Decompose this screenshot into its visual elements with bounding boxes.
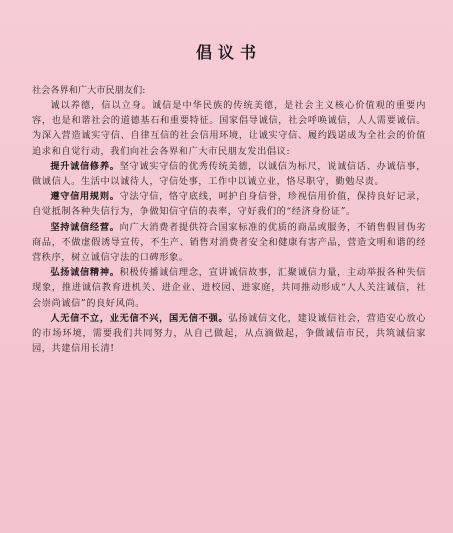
paragraph-lead: 弘扬诚信精神。	[50, 267, 120, 279]
paragraph-integrity-spirit	[32, 265, 426, 311]
proposal-document	[32, 40, 426, 356]
paragraph-lead: 人无信不立，业无信不兴，国无信不强。	[50, 312, 229, 324]
paragraph-lead: 坚持诚信经营。	[50, 221, 120, 233]
greeting-line: 社会各界和广大市民朋友们:	[32, 85, 146, 96]
paragraph-text: 弘扬诚信文化，建设诚信社会，营造安心放心的市场环境，需要我们共同努力，从自己做起，从点滴做起，争做诚信市民，共筑诚信家园，共建信用长清!	[32, 312, 426, 355]
paragraph-closing	[32, 311, 426, 357]
paragraph-honest-business	[32, 220, 426, 266]
paragraph-text: 向广大消费者提供符合国家标准的优质的商品或服务，不销售假冒伪劣商品，不做虚假诱导宣传，不生产、销售对消费者安全和健康有害产品，营造文明和谐的经营秩序，树立诚信守法的口碑形象。	[32, 221, 426, 264]
paragraph-integrity-cultivation	[32, 159, 426, 189]
paragraph-lead: 提升诚信修养。	[50, 160, 120, 172]
paragraph-text: 守法守信，恪守底线，呵护自身信誉，珍视信用价值，保持良好记录，自觉抵制各种失信行为，争做知信守信的表率，守好我们的“经济身份证”。	[32, 191, 426, 218]
paragraph-lead: 遵守信用规则。	[50, 191, 120, 203]
paragraph-text: 积极传播诚信理念，宣讲诚信故事，汇聚诚信力量，主动举报各种失信现象，推进诚信教育进机关、进企业、进校园、进家庭，共同推动形成“人人关注诚信，社会崇尚诚信”的良好风尚。	[32, 267, 426, 309]
document-title: 倡议书	[195, 43, 262, 62]
paragraph-text: 坚守诚实守信的优秀传统美德，以诚信为标尺，说诚信话、办诚信事，做诚信人。生活中以诚待人，守信处事，工作中以诚立业，恪尽职守，勤勉尽责。	[32, 160, 426, 188]
paragraph-intro	[32, 98, 426, 159]
paragraph-text: 诚以养德，信以立身。诚信是中华民族的传统美德，是社会主义核心价值观的重要内容，也是和谐社会的道德基石和重要特征。国家倡导诚信，社会呼唤诚信，人人需要诚信。为深入营造诚实守信、自律互信的社会信用环境，让诚实守信、履约践诺成为全社会的价值追求和自觉行动，我们向社会各界和广大市民朋友发出倡议:	[32, 100, 426, 157]
paragraph-credit-rules	[32, 189, 426, 219]
